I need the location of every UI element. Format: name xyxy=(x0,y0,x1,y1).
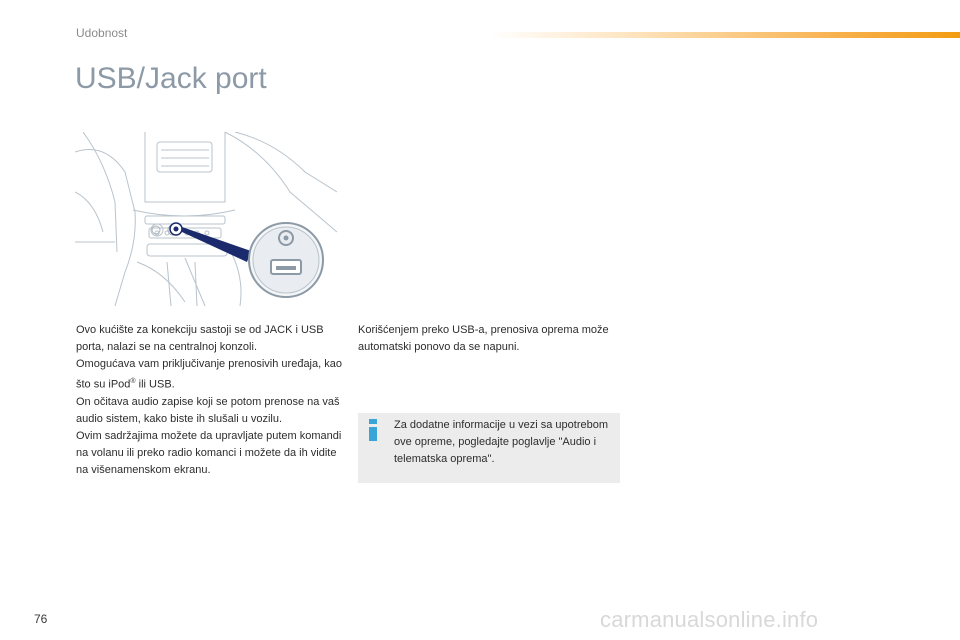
paragraph-audio: On očitava audio zapise koji se potom prenose na vaš audio sistem, kako biste ih slušali u vozilu. xyxy=(76,395,340,425)
body-text-column-2: Korišćenjem preko USB-a, prenosiva oprema može automatski ponovo da se napuni. xyxy=(358,324,609,353)
usb-text: ili USB. xyxy=(135,378,175,391)
registered-mark: ® xyxy=(130,378,136,385)
paragraph-ipod xyxy=(76,356,344,394)
body-text-column-1 xyxy=(76,322,344,479)
info-box xyxy=(358,413,620,483)
usb-jack-port-illustration xyxy=(75,132,337,306)
watermark: carmanualsonline.info xyxy=(600,607,819,632)
info-icon xyxy=(366,419,380,441)
section-label: Udobnost xyxy=(76,26,128,40)
ipod-text: Omogućava vam priključivanje prenosivih uređaja, kao što su iPod xyxy=(76,358,342,391)
page-number: 76 xyxy=(34,612,48,626)
header-accent-line xyxy=(490,32,960,38)
paragraph-intro: Ovo kućište za konekciju sastoji se od JACK i USB porta, nalazi se na centralnoj konzoli. xyxy=(76,324,324,353)
info-text: Za dodatne informacije u vezi sa upotrebom ove opreme, pogledajte poglavlje "Audio i telematska oprema". xyxy=(394,419,609,465)
page-title: USB/Jack port xyxy=(75,62,267,95)
paragraph-controls: Ovim sadržajima možete da upravljate putem komandi na volanu ili preko radio komanci i možete da ih vidite na višenamenskom ekranu. xyxy=(76,429,342,476)
